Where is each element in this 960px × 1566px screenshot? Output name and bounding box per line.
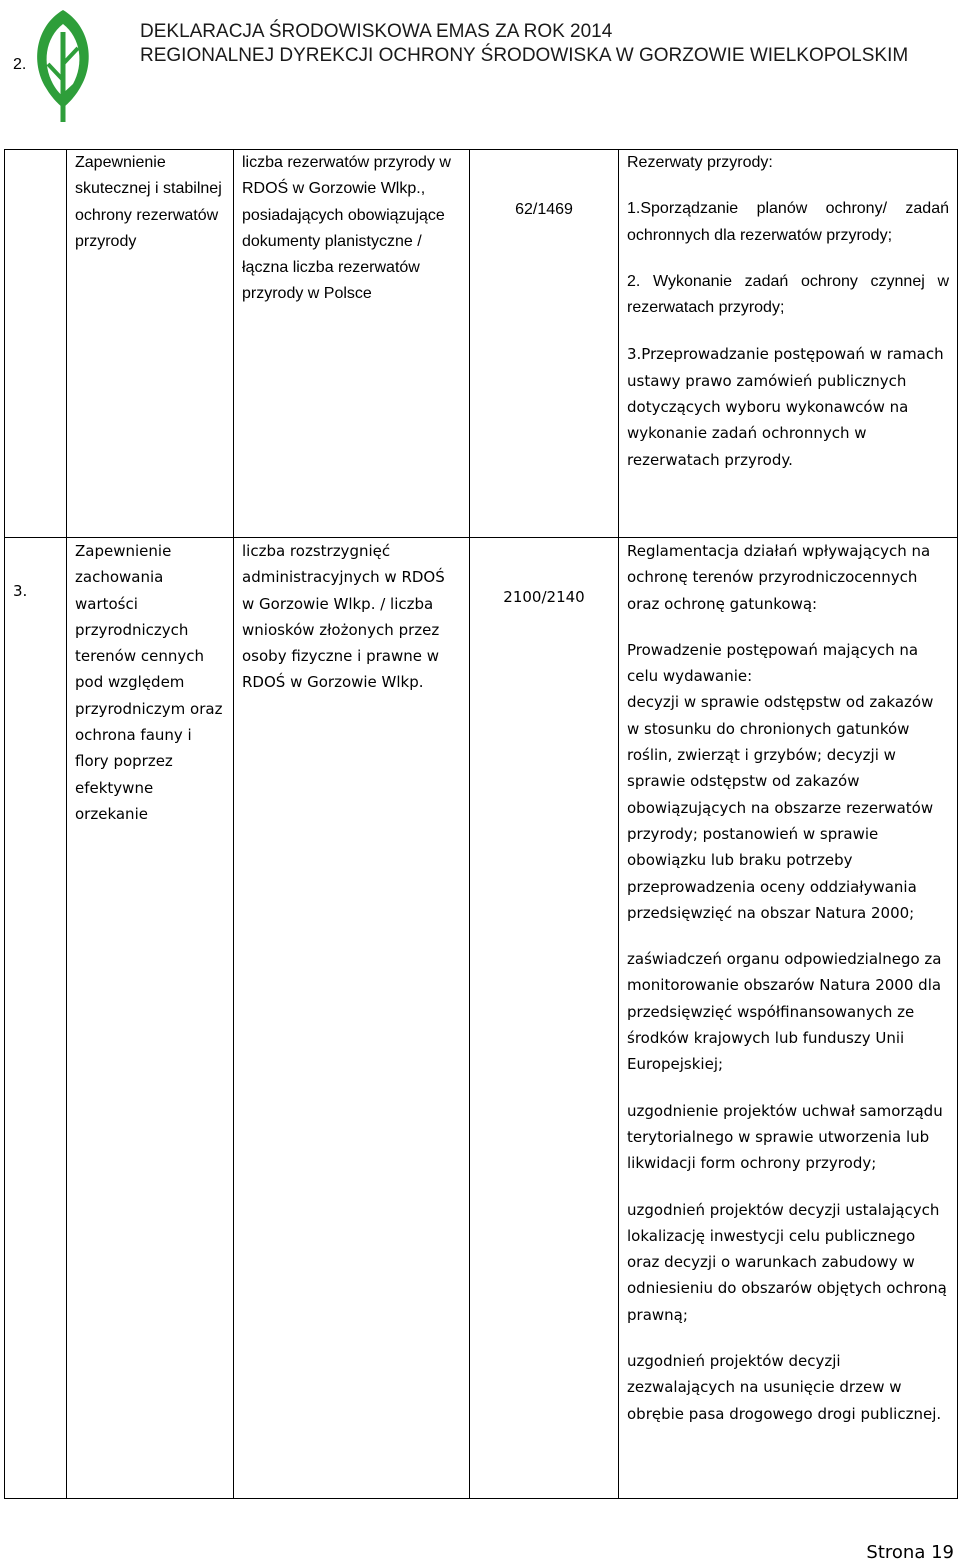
action-item: Prowadzenie postępowań mających na celu wydawanie:: [627, 640, 919, 686]
value-cell: 2100/2140: [470, 538, 619, 1499]
actions-cell: [619, 538, 958, 1499]
action-item: zaświadczeń organu odpowiedzialnego za monitorowanie obszarów Natura 2000 dla przedsięwzięć współfinansowanych ze środków krajowych lub funduszy Unii Europejskiej;: [627, 950, 942, 1074]
actions-cell: [619, 150, 958, 538]
indicator-cell: liczba rozstrzygnięć administracyjnych w RDOŚ w Gorzowie Wlkp. / liczba wniosków złożonych przez osoby fizyczne i prawne w RDOŚ w Gorzowie Wlkp.: [234, 538, 470, 1499]
action-item: decyzji w sprawie odstępstw od zakazów w stosunku do chronionych gatunków roślin, zwierząt i grzybów; decyzji w sprawie odstępstw od zakazów obowiązujących na obszarze rezerwatów przyrody; postanowień w sprawie obowiązku lub braku potrzeby przeprowadzenia oceny oddziaływania przedsięwzięć na obszar Natura 2000;: [627, 693, 934, 922]
row-number: 3.: [5, 538, 67, 1499]
action-item: uzgodnienie projektów uchwał samorządu terytorialnego w sprawie utworzenia lub likwidacji form ochrony przyrody;: [627, 1101, 943, 1173]
table-row: [5, 538, 958, 1499]
page-number: Strona 19: [866, 1542, 954, 1563]
indicator-cell: liczba rezerwatów przyrody w RDOŚ w Gorzowie Wlkp., posiadających obowiązujące dokumenty planistyczne / łączna liczba rezerwatów przyrody w Polsce: [234, 150, 470, 538]
action-item: 3.Przeprowadzanie postępowań w ramach ustawy prawo zamówień publicznych dotyczących wyboru wykonawców na wykonanie zadań ochronnych w rezerwatach przyrody.: [627, 345, 944, 469]
goal-cell: Zapewnienie zachowania wartości przyrodniczych terenów cennych pod względem przyrodniczym oraz ochrona fauny i flory poprzez efektywne orzekanie: [67, 538, 234, 1499]
goal-cell: Zapewnienie skutecznej i stabilnej ochrony rezerwatów przyrody: [67, 150, 234, 538]
action-item: 1.Sporządzanie planów ochrony/ zadań ochronnych dla rezerwatów przyrody;: [627, 200, 949, 244]
action-item: uzgodnień projektów decyzji zezwalających na usunięcie drzew w obrębie pasa drogowego drogi publicznej.: [627, 1352, 942, 1423]
action-item: Rezerwaty przyrody:: [627, 154, 773, 171]
action-item: Reglamentacja działań wpływających na ochronę terenów przyrodniczocennych oraz ochronę gatunkową:: [627, 542, 931, 613]
table-row: [5, 150, 958, 538]
header-title-line2: REGIONALNEJ DYREKCJI OCHRONY ŚRODOWISKA W GORZOWIE WIELKOPOLSKIM: [140, 45, 909, 66]
action-item: 2. Wykonanie zadań ochrony czynnej w rezerwatach przyrody;: [627, 272, 949, 317]
value-cell: 62/1469: [470, 150, 619, 538]
action-item: uzgodnień projektów decyzji ustalających lokalizację inwestycji celu publicznego oraz decyzji o warunkach zabudowy w odniesieniu do obszarów objętych ochroną prawną;: [627, 1200, 947, 1324]
row-number: 2.: [5, 150, 67, 538]
header-title-line1: DEKLARACJA ŚRODOWISKOWA EMAS ZA ROK 2014: [140, 21, 613, 42]
document-header: [140, 20, 908, 68]
